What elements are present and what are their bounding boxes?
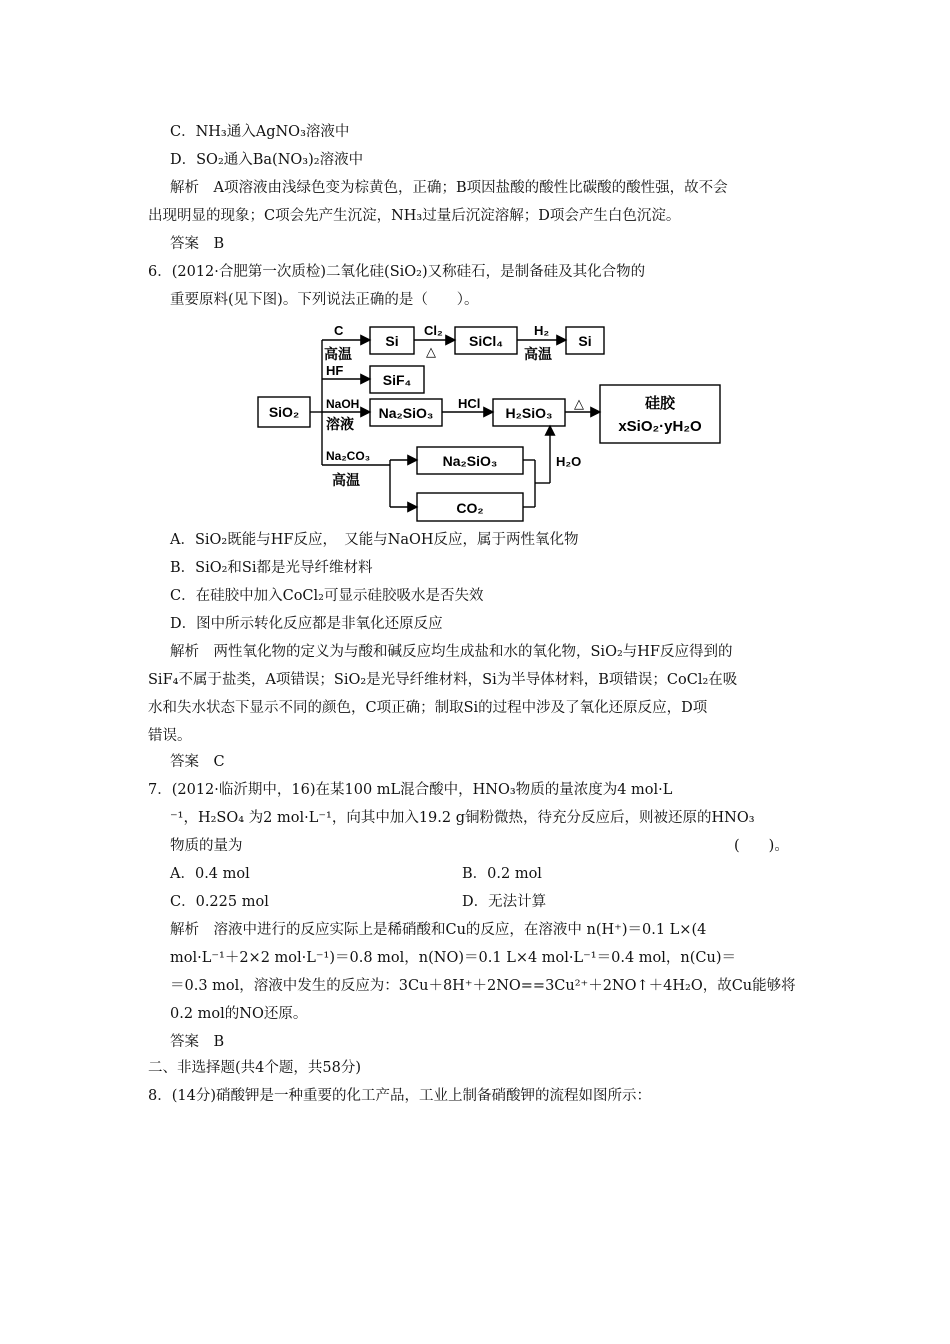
q6-option-b: B．SiO₂和Si都是光导纤维材料 [170, 560, 373, 576]
label-na2sio3: Na₂SiO₃ [378, 405, 434, 421]
q6-analysis-line3: 水和失水状态下显示不同的颜色，C项正确；制取Si的过程中涉及了氧化还原反应，D项 [148, 700, 708, 716]
q6-analysis-line4: 错误。 [148, 728, 192, 744]
label-gel-formula: xSiO₂·yH₂O [618, 418, 702, 435]
sio2-flow-diagram [250, 318, 730, 523]
q6-option-d: D．图中所示转化反应都是非氧化还原反应 [170, 616, 443, 632]
q7-answer: 答案 B [170, 1034, 225, 1050]
q7-option-c: C．0.225 mol [170, 894, 269, 910]
label-h2sio3: H₂SiO₃ [505, 405, 553, 421]
q6-stem-line2: 重要原料(见下图)。下列说法正确的是（ ）。 [170, 292, 479, 308]
label-co2: CO₂ [456, 500, 484, 516]
q7-analysis-line2: mol·L⁻¹＋2×2 mol·L⁻¹)＝0.8 mol，n(NO)＝0.1 L×4 mol·L⁻¹＝0.4 mol，n(Cu)＝ [170, 950, 736, 966]
label-na2sio3b: Na₂SiO₃ [442, 453, 498, 469]
cond-h2o: H₂O [556, 454, 582, 469]
q6-option-c: C．在硅胶中加入CoCl₂可显示硅胶吸水是否失效 [170, 588, 484, 604]
q7-option-b: B．0.2 mol [462, 866, 542, 882]
q5-analysis-line2: 出现明显的现象；C项会先产生沉淀，NH₃过量后沉淀溶解；D项会产生白色沉淀。 [148, 208, 681, 224]
cond-cl2: Cl₂ [424, 323, 443, 338]
cond-hf: HF [326, 363, 344, 378]
q6-analysis-line1: 解析 两性氧化物的定义为与酸和碱反应均生成盐和水的氧化物，SiO₂与HF反应得到的 [170, 644, 733, 660]
q6-option-a: A．SiO₂既能与HF反应， 又能与NaOH反应，属于两性氧化物 [170, 532, 579, 548]
cond-na2co3: Na₂CO₃ [326, 449, 371, 463]
q7-stem-line1: 7．(2012·临沂期中，16)在某100 mL混合酸中，HNO₃物质的量浓度为4 mol·L [148, 782, 673, 798]
q7-stem-line2: ⁻¹，H₂SO₄ 为2 mol·L⁻¹，向其中加入19.2 g铜粉微热，待充分反应后，则被还原的HNO₃ [170, 810, 755, 826]
label-si2: Si [578, 333, 592, 349]
label-si: Si [385, 333, 399, 349]
section-heading: 二、非选择题(共4个题，共58分) [148, 1060, 361, 1076]
cond-gaowen3: 高温 [332, 472, 360, 488]
q7-stem-line3: 物质的量为 [170, 838, 243, 854]
q6-answer: 答案 C [170, 754, 225, 770]
cond-gaowen1: 高温 [324, 346, 352, 362]
label-sicl4: SiCl₄ [469, 333, 503, 349]
q5-analysis-line1: 解析 A项溶液由浅绿色变为棕黄色，正确；B项因盐酸的酸性比碳酸的酸性强，故不会 [170, 180, 728, 196]
cond-h2: H₂ [534, 323, 550, 338]
q7-analysis-line3: ＝0.3 mol，溶液中发生的反应为：3Cu＋8H⁺＋2NO==3Cu²⁺＋2NO↑＋4H₂O，故Cu能够将 [170, 978, 796, 994]
q7-analysis-line1: 解析 溶液中进行的反应实际上是稀硝酸和Cu的反应，在溶液中 n(H⁺)＝0.1 L×(4 [170, 922, 707, 938]
q5-answer: 答案 B [170, 236, 225, 252]
cond-delta1: △ [426, 344, 436, 359]
q8-stem-line1: 8．(14分)硝酸钾是一种重要的化工产品，工业上制备硝酸钾的流程如图所示： [148, 1088, 651, 1104]
q7-answer-paren: ( )。 [734, 838, 789, 854]
cond-hcl: HCl [458, 396, 481, 411]
label-sif4: SiF₄ [382, 372, 412, 388]
cond-naoh: NaOH [326, 397, 360, 411]
cond-gaowen2: 高温 [524, 346, 552, 362]
q5-option-c: C．NH₃通入AgNO₃溶液中 [170, 124, 350, 140]
q7-option-d: D．无法计算 [462, 894, 547, 910]
cond-rongye: 溶液 [326, 416, 354, 432]
q6-analysis-line2: SiF₄不属于盐类，A项错误；SiO₂是光导纤维材料，Si为半导体材料，B项错误；CoCl₂在吸 [148, 672, 738, 688]
q5-option-d: D．SO₂通入Ba(NO₃)₂溶液中 [170, 152, 364, 168]
q6-stem-line1: 6．(2012·合肥第一次质检)二氧化硅(SiO₂)又称硅石，是制备硅及其化合物的 [148, 264, 646, 280]
label-gel-title: 硅胶 [644, 395, 676, 412]
cond-delta2: △ [574, 396, 584, 411]
cond-c: C [334, 323, 344, 338]
label-sio2: SiO₂ [268, 404, 300, 420]
q7-option-a: A．0.4 mol [170, 866, 250, 882]
q7-analysis-line4: 0.2 mol的NO还原。 [170, 1006, 308, 1022]
